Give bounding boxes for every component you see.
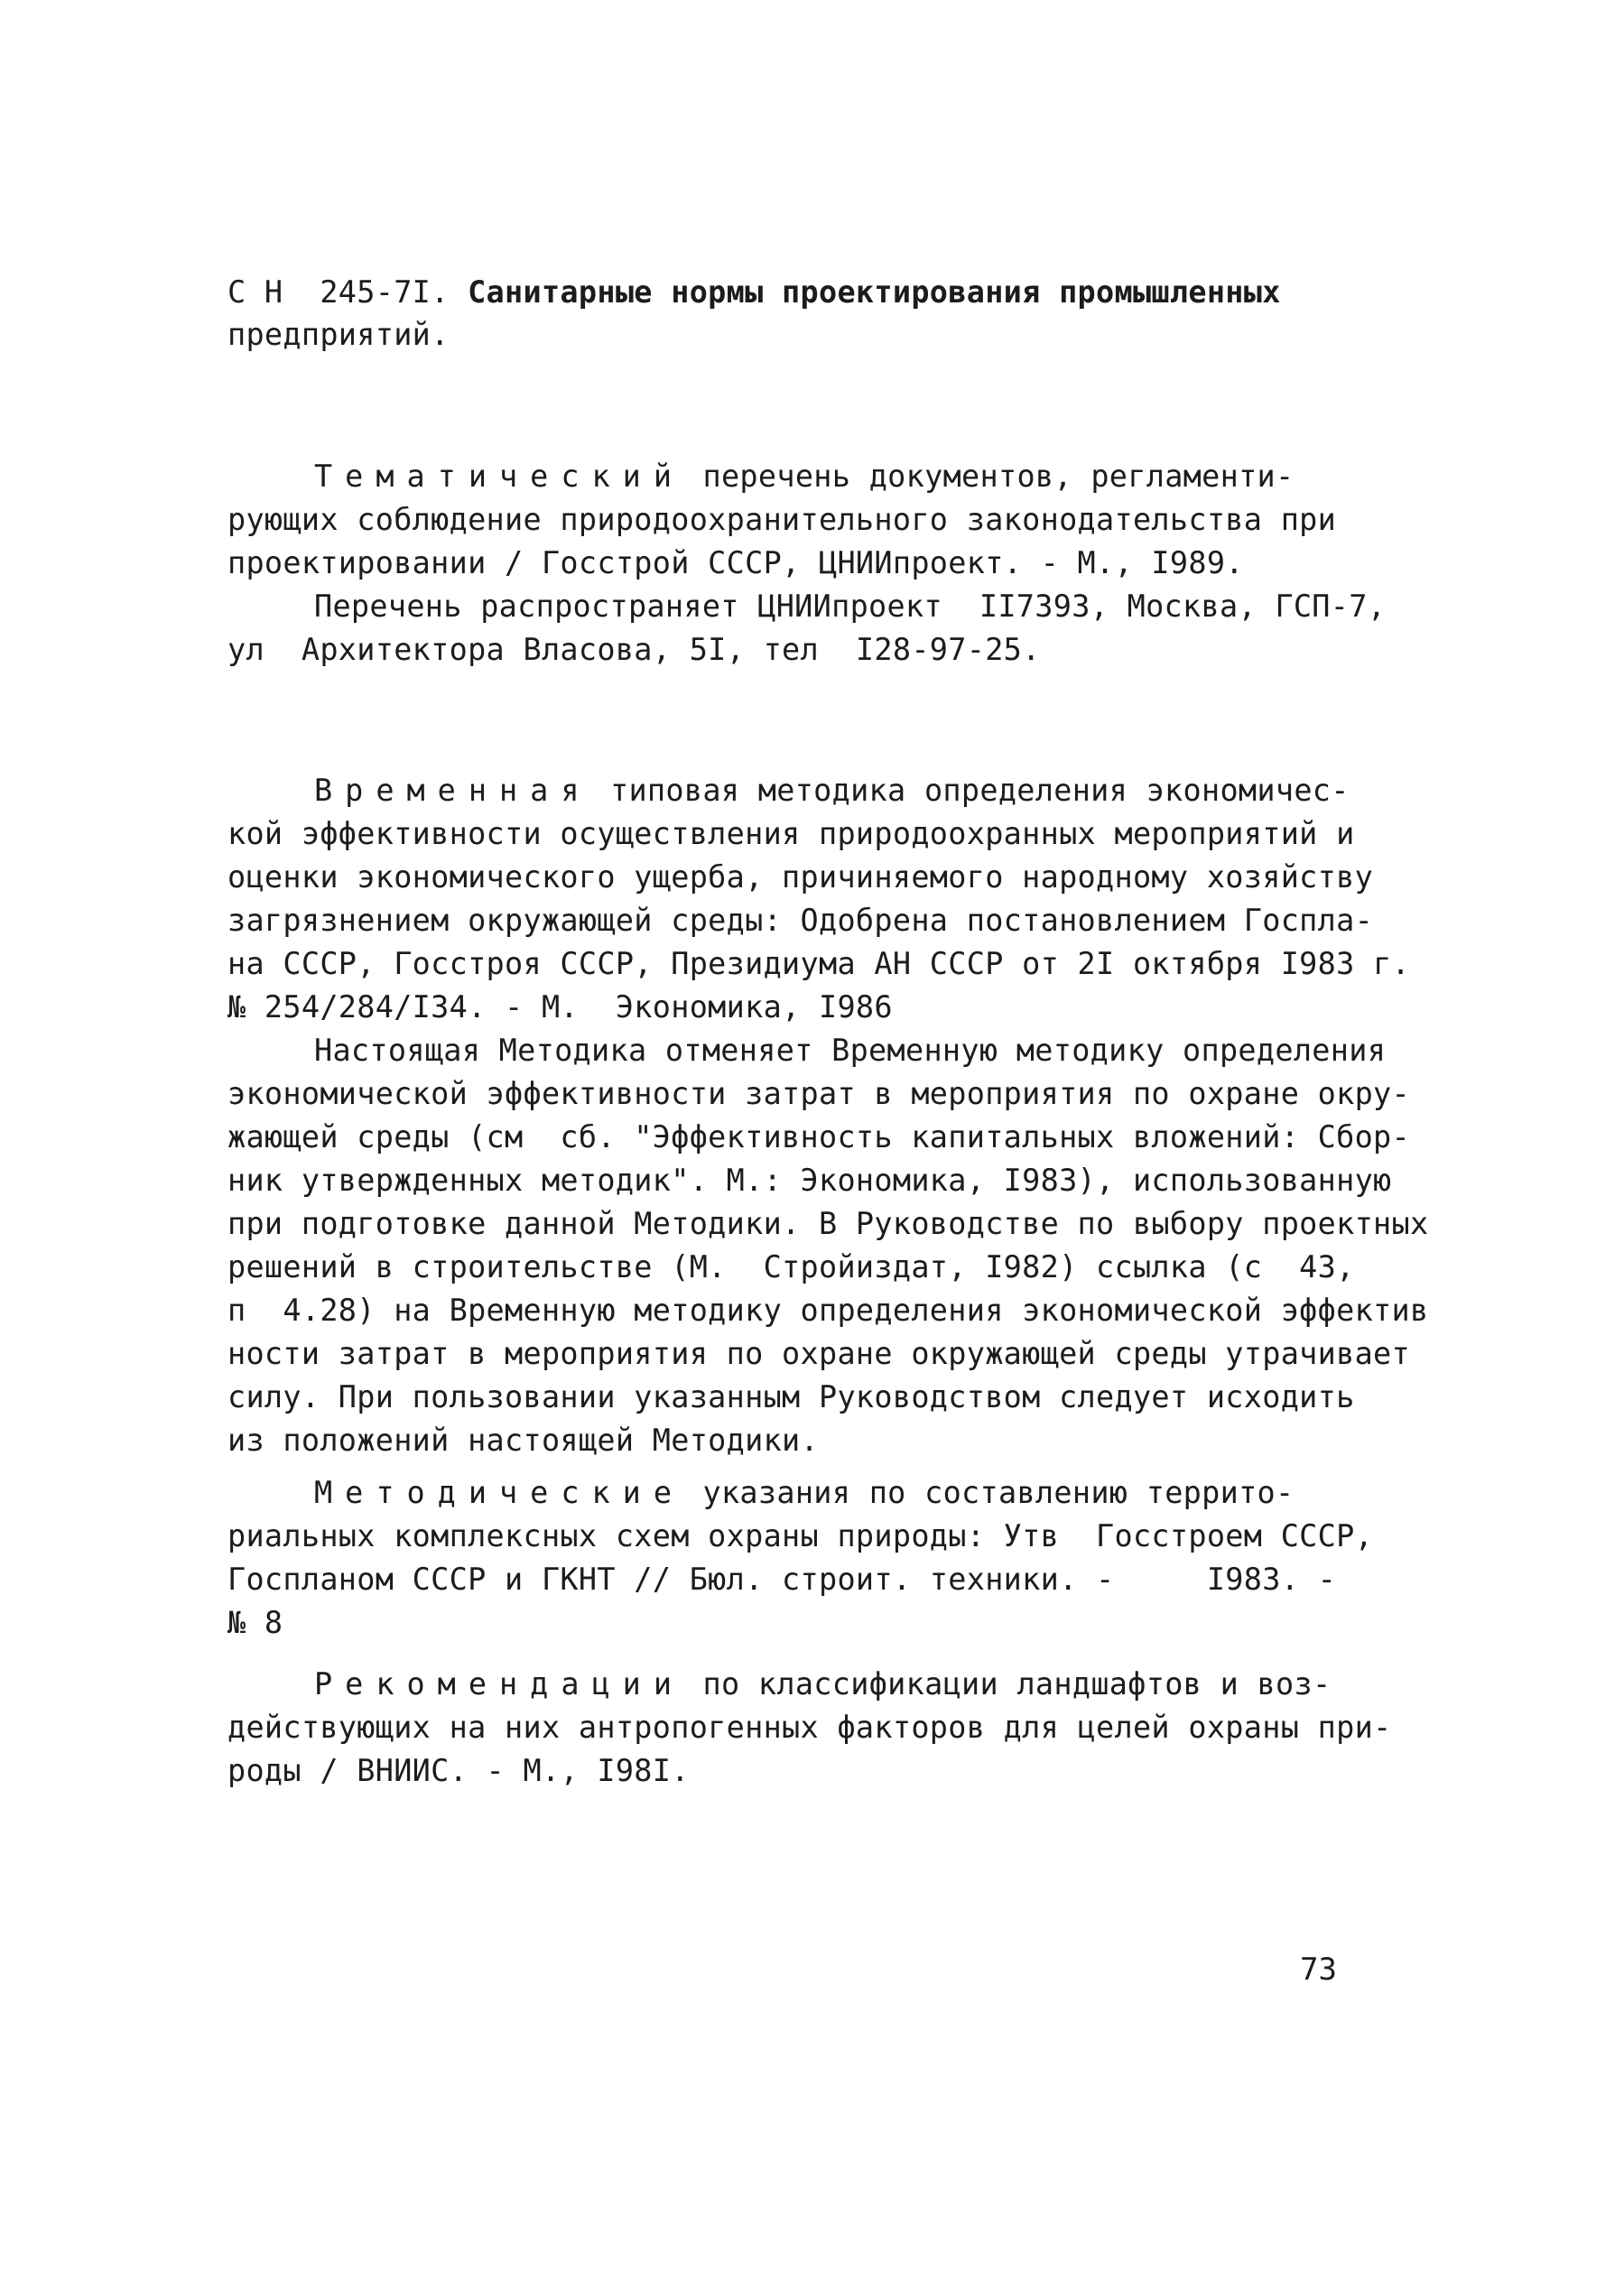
entry-note-line: решений в строительстве (М. Стройиздат, I982) ссылка (с 43, xyxy=(227,1249,1355,1284)
entry-line: № 8 xyxy=(227,1605,283,1640)
entry-line: № 254/284/I34. - М. Экономика, I986 xyxy=(227,989,893,1025)
entry-note-line: Настоящая Методика отменяет Временную методику определения xyxy=(314,1033,1387,1068)
entry-line: рующих соблюдение природоохранительного законодательства при xyxy=(227,502,1337,537)
entry-note-line: п 4.28) на Временную методику определения экономической эффектив xyxy=(227,1293,1429,1328)
entry-line: кой эффективности осуществления природоохранных мероприятий и xyxy=(227,816,1355,851)
entry-line: Временная типовая методика определения экономичес- xyxy=(314,773,1350,808)
page-number: 73 xyxy=(1300,1952,1337,1988)
entry-note-line: экономической эффективности затрат в мероприятия по охране окру- xyxy=(227,1076,1410,1111)
entry-line: загрязнением окружающей среды: Одобрена постановлением Госпла- xyxy=(227,903,1374,938)
entry-line: Госпланом СССР и ГКНТ // Бюл. строит. техники. - I983. - xyxy=(227,1562,1337,1597)
lead-word: Тематический xyxy=(314,459,685,494)
entry-note-line: ности затрат в мероприятия по охране окружающей среды утрачивает xyxy=(227,1336,1410,1371)
entry-note-line: Перечень распространяет ЦНИИпроект II7393, Москва, ГСП-7, xyxy=(314,589,1387,624)
entry-line: Рекомендации по классификации ландшафтов и воз- xyxy=(314,1666,1332,1702)
lead-word: Временная xyxy=(314,773,592,808)
entry-line: оценки экономического ущерба, причиняемого народному хозяйству xyxy=(227,859,1374,895)
entry-line: Тематический перечень документов, регламенти- xyxy=(314,459,1295,494)
entry-line: на СССР, Госстроя СССР, Президиума АН СССР от 2I октября I983 г. xyxy=(227,946,1410,981)
entry-note-line: жающей среды (см сб. "Эффективность капитальных вложений: Сбор- xyxy=(227,1119,1410,1155)
entry-note-line: из положений настоящей Методики. xyxy=(227,1423,819,1458)
entry-line: роды / ВНИИС. - М., I98I. xyxy=(227,1753,690,1788)
entry-line: Методические указания по составлению террито- xyxy=(314,1475,1295,1510)
lead-word: Рекомендации xyxy=(314,1666,685,1702)
lead-word: Методические xyxy=(314,1475,685,1510)
entry-line: предприятий. xyxy=(227,317,450,352)
entry-line: проектировании / Госстрой СССР, ЦНИИпроект. - М., I989. xyxy=(227,545,1244,580)
entry-note-line: ул Архитектора Власова, 5I, тел I28-97-25. xyxy=(227,632,1041,667)
entry-note-line: ник утвержденных методик". М.: Экономика, I983), использованную xyxy=(227,1163,1392,1198)
entry-line: действующих на них антропогенных факторов для целей охраны при- xyxy=(227,1710,1392,1745)
entry-note-line: силу. При пользовании указанным Руководством следует исходить xyxy=(227,1379,1355,1414)
entry-note-line: при подготовке данной Методики. В Руководстве по выбору проектных xyxy=(227,1206,1429,1241)
entry-line: риальных комплексных схем охраны природы: Утв Госстроем СССР, xyxy=(227,1518,1374,1553)
entry-line: С Н 245-7I. Санитарные нормы проектирования промышленных xyxy=(227,274,1281,310)
